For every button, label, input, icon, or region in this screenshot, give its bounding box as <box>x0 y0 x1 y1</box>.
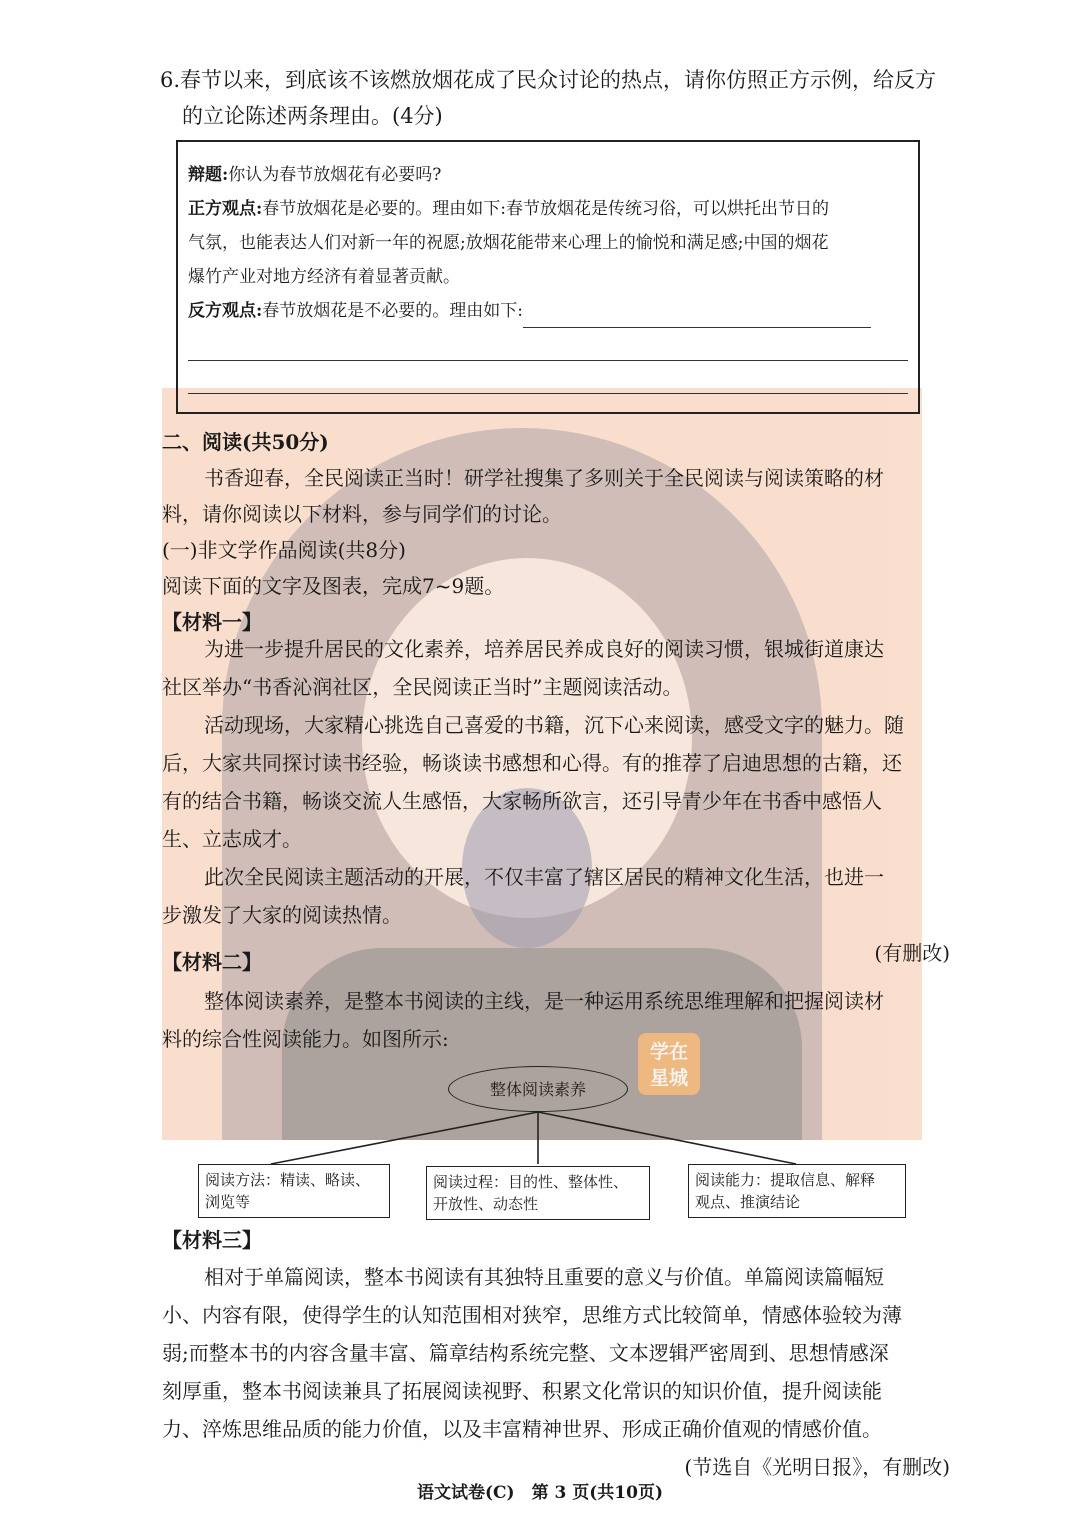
reading-literacy-diagram <box>176 1060 916 1220</box>
question-6-line-1: 6.春节以来，到底该不该燃放烟花成了民众讨论的热点，请你仿照正方示例，给反方 <box>160 68 937 92</box>
diagram-node-process: 阅读过程：目的性、整体性、 开放性、动态性 <box>426 1166 650 1220</box>
reading-instruction: 阅读下面的文字及图表，完成7~9题。 <box>162 574 505 598</box>
pro-viewpoint-line-2: 气氛，也能表达人们对新一年的祝愿;放烟花能带来心理上的愉悦和满足感;中国的烟花 <box>188 233 829 253</box>
diagram-node-method: 阅读方法：精读、略读、 浏览等 <box>198 1164 390 1218</box>
section-intro-line-2: 料，请你阅读以下材料，参与同学们的讨论。 <box>162 502 562 526</box>
diagram-root-node: 整体阅读素养 <box>448 1066 628 1112</box>
page-footer: 语文试卷(C) 第 3 页(共10页) <box>416 1483 664 1503</box>
diagram-node-ability: 阅读能力：提取信息、解释 观点、推演结论 <box>688 1164 906 1218</box>
material-2-body: 整体阅读素养，是整本书阅读的主线，是一种运用系统思维理解和把握阅读材 料的综合性阅读能力。如图所示: <box>162 989 884 1051</box>
answer-blank-1[interactable] <box>523 303 871 328</box>
material-3-body: 相对于单篇阅读，整本书阅读有其独特且重要的意义与价值。单篇阅读篇幅短 小、内容有限，使得学生的认知范围相对狭窄，思维方式比较简单，情感体验较为薄 弱;而整本书的内容含量丰富、篇章结构系统完整、文本逻辑严密周到、思想情感深 刻厚重，整本书阅读兼具了拓展阅读视野、积累文化常识的知识价值，提升阅读能 力、淬炼思维品质的能力价值，以及丰富精神世界、形成正确价值观的情感价值。 (节选自《光明日报》，有删改) <box>162 1258 950 1486</box>
debate-topic: 辩题:你认为春节放烟花有必要吗? <box>188 165 442 185</box>
answer-blank-3[interactable] <box>188 361 908 394</box>
material-1-body: 为进一步提升居民的文化素养，培养居民养成良好的阅读习惯，银城街道康达 社区举办“书香沁润社区，全民阅读正当时”主题阅读活动。 活动现场，大家精心挑选自己喜爱的书籍，沉下心来阅读，感受文字的魅力。随 后，大家共同探讨读书经验，畅谈读书感想和心得。有的推荐了启迪思想的古籍，还 有的结合书籍，畅谈交流人生感悟，大家畅所欲言，还引导青少年在书香中感悟人 生、立志成才。 此次全民阅读主题活动的开展，不仅丰富了辖区居民的精神文化生活，也进一 步激发了大家的阅读热情。 (有删改) <box>162 630 950 972</box>
material-1-label: 【材料一】 <box>162 610 262 634</box>
material-1-source: (有删改) <box>874 941 950 965</box>
pro-viewpoint: 正方观点:春节放烟花是必要的。理由如下:春节放烟花是传统习俗，可以烘托出节日的 <box>188 199 830 219</box>
material-2-label: 【材料二】 <box>162 950 262 974</box>
watermark-logo: 学在 星城 <box>638 1033 700 1095</box>
sub-heading: (一)非文学作品阅读(共8分) <box>162 538 406 562</box>
section-2 <box>162 424 950 640</box>
material-3-source: (节选自《光明日报》，有删改) <box>684 1455 950 1479</box>
material-3-label: 【材料三】 <box>162 1228 262 1252</box>
question-6-line-2: 的立论陈述两条理由。(4分) <box>182 104 443 128</box>
debate-box <box>176 140 920 414</box>
section-heading: 二、阅读(共50分) <box>162 430 329 454</box>
section-intro-line-1: 书香迎春，全民阅读正当时！研学社搜集了多则关于全民阅读与阅读策略的材 <box>204 466 884 490</box>
con-viewpoint: 反方观点:春节放烟花是不必要的。理由如下: <box>188 294 910 328</box>
question-6 <box>160 62 950 134</box>
pro-viewpoint-line-3: 爆竹产业对地方经济有着显著贡献。 <box>188 267 460 287</box>
answer-blank-2[interactable] <box>188 328 908 361</box>
